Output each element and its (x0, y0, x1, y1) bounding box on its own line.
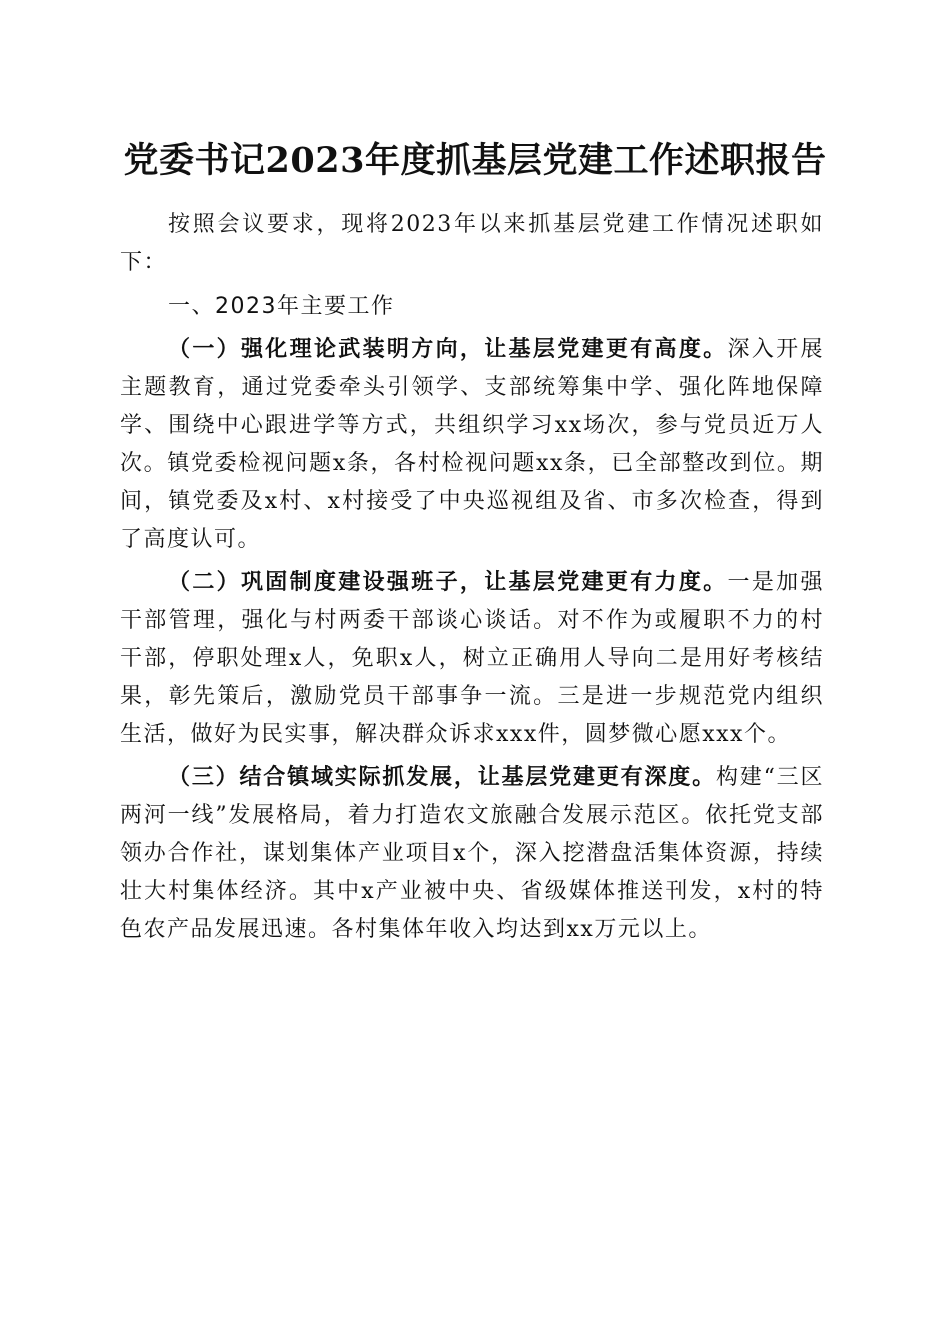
item-paragraph-2 (120, 563, 824, 754)
document-title: 党委书记2023年度抓基层党建工作述职报告 (123, 140, 827, 181)
item-2-text: 一是加强干部管理，强化与村两委干部谈心谈话。对不作为或履职不力的村干部，停职处理x人，免职x人，树立正确用人导向二是用好考核结果，彰先策后，激励党员干部事争一流。三是进一步规范党内组织生活，做好为民实事，解决群众诉求xxx件，圆梦微心愿xxx个。 (120, 570, 824, 747)
item-3-text: 构建“三区两河一线”发展格局，着力打造农文旅融合发展示范区。依托党支部领办合作社，谋划集体产业项目x个，深入挖潜盘活集体资源，持续壮大村集体经济。其中x产业被中央、省级媒体推送刊发，x村的特色农产品发展迅速。各村集体年收入均达到xx万元以上。 (120, 765, 824, 942)
item-2-lead: （二）巩固制度建设强班子，让基层党建更有力度。 (168, 569, 728, 595)
item-paragraph-3 (120, 758, 824, 949)
item-3-lead: （三）结合镇域实际抓发展，让基层党建更有深度。 (168, 764, 716, 790)
item-1-text: 深入开展主题教育，通过党委牵头引领学、支部统筹集中学、强化阵地保障学、围绕中心跟进学等方式，共组织学习xx场次，参与党员近万人次。镇党委检视问题x条，各村检视问题xx条，已全部整改到位。期间，镇党委及x村、x村接受了中央巡视组及省、市多次检查，得到了高度认可。 (120, 337, 824, 552)
section-heading: 一、2023年主要工作 (168, 294, 395, 319)
intro-paragraph: 按照会议要求，现将2023年以来抓基层党建工作情况述职如下： (120, 212, 824, 275)
item-paragraph-1 (120, 330, 824, 559)
item-1-lead: （一）强化理论武装明方向，让基层党建更有高度。 (168, 336, 728, 362)
document-body (120, 206, 824, 949)
